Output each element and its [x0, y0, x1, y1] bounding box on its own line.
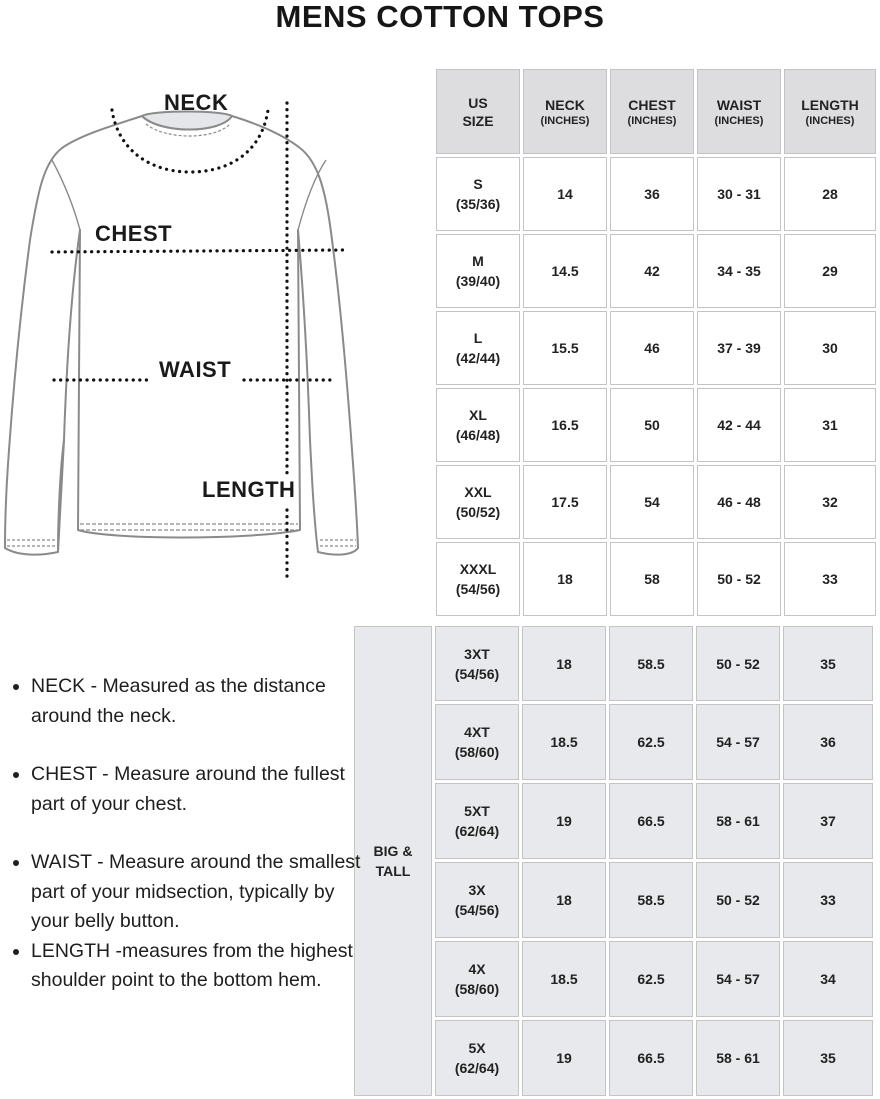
neck-cell: 17.5	[523, 465, 607, 539]
waist-cell: 50 - 52	[697, 542, 781, 616]
chest-cell: 46	[610, 311, 694, 385]
neck-cell: 14.5	[523, 234, 607, 308]
neck-cell: 18.5	[522, 704, 606, 780]
size-cell: 5XT (62/64)	[435, 783, 519, 859]
length-cell: 32	[784, 465, 876, 539]
waist-cell: 37 - 39	[697, 311, 781, 385]
neck-cell: 19	[522, 783, 606, 859]
table-row	[436, 311, 876, 385]
neck-cell: 14	[523, 157, 607, 231]
length-cell: 37	[783, 783, 873, 859]
table-row	[436, 542, 876, 616]
size-cell: 4X (58/60)	[435, 941, 519, 1017]
waist-cell: 58 - 61	[696, 783, 780, 859]
length-cell: 33	[784, 542, 876, 616]
neck-cell: 18	[522, 626, 606, 701]
chest-cell: 54	[610, 465, 694, 539]
note-length: • LENGTH -measures from the highest shoulder point to the bottom hem.	[31, 937, 361, 996]
big-tall-table	[351, 623, 876, 1099]
length-cell: 28	[784, 157, 876, 231]
chest-cell: 42	[610, 234, 694, 308]
waist-cell: 30 - 31	[697, 157, 781, 231]
page-title: MENS COTTON TOPS	[275, 0, 605, 34]
header-neck: NECK (INCHES)	[523, 69, 607, 154]
big-tall-label: BIG & TALL	[354, 626, 432, 1096]
size-cell: 3XT (54/56)	[435, 626, 519, 701]
size-cell: XL (46/48)	[436, 388, 520, 462]
chest-cell: 36	[610, 157, 694, 231]
length-cell: 36	[783, 704, 873, 780]
size-cell: 3X (54/56)	[435, 862, 519, 938]
waist-cell: 34 - 35	[697, 234, 781, 308]
size-cell: 4XT (58/60)	[435, 704, 519, 780]
chest-cell: 50	[610, 388, 694, 462]
waist-cell: 54 - 57	[696, 704, 780, 780]
waist-cell: 58 - 61	[696, 1020, 780, 1096]
neck-cell: 15.5	[523, 311, 607, 385]
chest-cell: 58	[610, 542, 694, 616]
waist-cell: 50 - 52	[696, 862, 780, 938]
length-cell: 30	[784, 311, 876, 385]
note-chest: • CHEST - Measure around the fullest part of your chest.	[31, 760, 361, 819]
neck-cell: 18	[523, 542, 607, 616]
shirt-outline-icon	[5, 112, 358, 555]
chest-cell: 58.5	[609, 626, 693, 701]
size-cell: M (39/40)	[436, 234, 520, 308]
header-length: LENGTH (INCHES)	[784, 69, 876, 154]
length-label: LENGTH	[202, 477, 296, 502]
length-cell: 35	[783, 626, 873, 701]
waist-label: WAIST	[159, 357, 232, 382]
note-neck: • NECK - Measured as the distance around the neck.	[31, 672, 361, 731]
neck-cell: 19	[522, 1020, 606, 1096]
chest-cell: 66.5	[609, 783, 693, 859]
neck-label: NECK	[164, 90, 229, 115]
size-cell: S (35/36)	[436, 157, 520, 231]
shirt-measurement-diagram	[0, 80, 360, 600]
length-cell: 33	[783, 862, 873, 938]
length-cell: 29	[784, 234, 876, 308]
waist-cell: 50 - 52	[696, 626, 780, 701]
table-header-row	[436, 69, 876, 154]
table-row	[436, 465, 876, 539]
length-cell: 34	[783, 941, 873, 1017]
waist-cell: 54 - 57	[696, 941, 780, 1017]
header-chest: CHEST (INCHES)	[610, 69, 694, 154]
table-row	[436, 234, 876, 308]
chest-cell: 66.5	[609, 1020, 693, 1096]
chest-label: CHEST	[95, 221, 173, 246]
chest-cell: 58.5	[609, 862, 693, 938]
neck-cell: 18.5	[522, 941, 606, 1017]
note-waist: • WAIST - Measure around the smallest part of your midsection, typically by your belly button.	[31, 848, 361, 937]
waist-cell: 46 - 48	[697, 465, 781, 539]
table-row	[436, 157, 876, 231]
measurement-notes	[8, 672, 361, 996]
size-cell: L (42/44)	[436, 311, 520, 385]
table-row	[354, 626, 873, 701]
header-us-size: US SIZE	[436, 69, 520, 154]
length-cell: 35	[783, 1020, 873, 1096]
chest-cell: 62.5	[609, 941, 693, 1017]
length-cell: 31	[784, 388, 876, 462]
waist-cell: 42 - 44	[697, 388, 781, 462]
chest-cell: 62.5	[609, 704, 693, 780]
size-cell: XXL (50/52)	[436, 465, 520, 539]
size-cell: 5X (62/64)	[435, 1020, 519, 1096]
header-waist: WAIST (INCHES)	[697, 69, 781, 154]
neck-cell: 18	[522, 862, 606, 938]
size-chart-table	[433, 66, 879, 619]
size-cell: XXXL (54/56)	[436, 542, 520, 616]
neck-cell: 16.5	[523, 388, 607, 462]
table-row	[436, 388, 876, 462]
